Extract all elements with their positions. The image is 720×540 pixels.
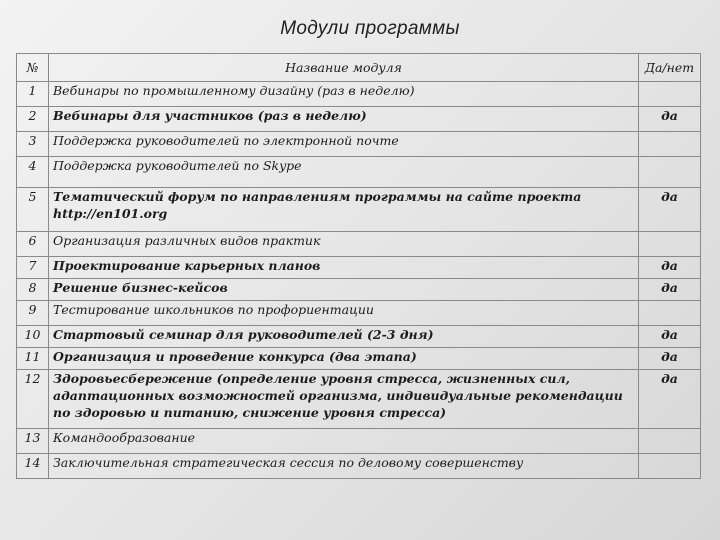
header-yes-no: Да/нет — [639, 54, 701, 82]
module-name: Стартовый семинар для руководителей (2-3 дня) — [49, 326, 639, 348]
row-number: 9 — [17, 301, 49, 326]
table-row — [17, 232, 701, 257]
yes-no-cell — [639, 232, 701, 257]
row-number: 14 — [17, 454, 49, 479]
modules-table — [16, 53, 701, 479]
table-row — [17, 348, 701, 370]
module-name: Вебинары для участников (раз в неделю) — [49, 107, 639, 132]
row-number: 4 — [17, 157, 49, 188]
table-row — [17, 301, 701, 326]
yes-no-cell — [639, 132, 701, 157]
row-number: 2 — [17, 107, 49, 132]
table-row — [17, 188, 701, 232]
yes-no-cell — [639, 82, 701, 107]
yes-no-cell — [639, 301, 701, 326]
module-name: Тестирование школьников по профориентации — [49, 301, 639, 326]
yes-no-cell: да — [639, 257, 701, 279]
row-number: 6 — [17, 232, 49, 257]
module-name: Проектирование карьерных планов — [49, 257, 639, 279]
yes-no-cell — [639, 157, 701, 188]
row-number: 3 — [17, 132, 49, 157]
row-number: 10 — [17, 326, 49, 348]
yes-no-cell: да — [639, 370, 701, 429]
table-header-row — [17, 54, 701, 82]
module-name: Решение бизнес-кейсов — [49, 279, 639, 301]
row-number: 13 — [17, 429, 49, 454]
row-number: 7 — [17, 257, 49, 279]
module-name: Здоровьесбережение (определение уровня стресса, жизненных сил, адаптационных возможностей организма, индивидуальные рекомендации по здоровью и питанию, снижение уровня стресса) — [49, 370, 639, 429]
table-row — [17, 279, 701, 301]
table-row — [17, 107, 701, 132]
table-row — [17, 157, 701, 188]
yes-no-cell — [639, 454, 701, 479]
row-number: 5 — [17, 188, 49, 232]
module-name: Вебинары по промышленному дизайну (раз в неделю) — [49, 82, 639, 107]
yes-no-cell — [639, 429, 701, 454]
page-title: Модули программы — [280, 18, 460, 39]
table-row — [17, 370, 701, 429]
row-number: 12 — [17, 370, 49, 429]
header-module-name: Название модуля — [49, 54, 639, 82]
module-name: Организация различных видов практик — [49, 232, 639, 257]
row-number: 8 — [17, 279, 49, 301]
module-name: Заключительная стратегическая сессия по деловому совершенству — [49, 454, 639, 479]
table-row — [17, 429, 701, 454]
module-name: Поддержка руководителей по электронной почте — [49, 132, 639, 157]
table-row — [17, 454, 701, 479]
row-number: 11 — [17, 348, 49, 370]
table-row — [17, 82, 701, 107]
yes-no-cell: да — [639, 279, 701, 301]
module-name: Организация и проведение конкурса (два этапа) — [49, 348, 639, 370]
table-row — [17, 326, 701, 348]
module-name: Поддержка руководителей по Skype — [49, 157, 639, 188]
header-number: № — [17, 54, 49, 82]
table-row — [17, 132, 701, 157]
table-row — [17, 257, 701, 279]
yes-no-cell: да — [639, 348, 701, 370]
module-name: Тематический форум по направлениям программы на сайте проекта http://en101.org — [49, 188, 639, 232]
module-name: Командообразование — [49, 429, 639, 454]
yes-no-cell: да — [639, 188, 701, 232]
yes-no-cell: да — [639, 107, 701, 132]
yes-no-cell: да — [639, 326, 701, 348]
row-number: 1 — [17, 82, 49, 107]
